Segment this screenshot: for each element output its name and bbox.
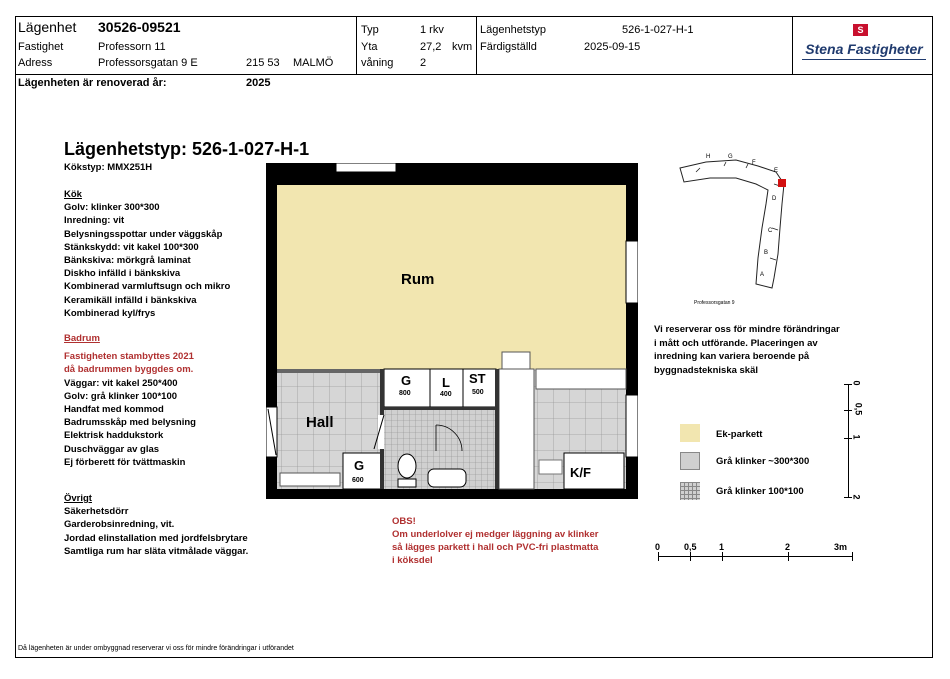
obs-line: i köksdel bbox=[392, 555, 433, 566]
kok-item: Stänkskydd: vit kakel 100*300 bbox=[64, 241, 199, 253]
lagenhetstyp-label: Lägenhetstyp bbox=[480, 24, 547, 36]
yta-value: 27,2 bbox=[420, 41, 442, 53]
badrum-section bbox=[64, 332, 196, 469]
yta-unit: kvm bbox=[452, 41, 473, 53]
ovrigt-item: Säkerhetsdörr bbox=[64, 506, 129, 518]
lagenhet-label: Lägenhet bbox=[18, 19, 77, 35]
ovrigt-section bbox=[64, 492, 248, 558]
legend-swatch-klinker-100 bbox=[680, 482, 700, 500]
kok-item: Kombinerad kyl/frys bbox=[64, 307, 156, 319]
stena-logo bbox=[800, 24, 928, 68]
storage-g-label: G bbox=[401, 373, 412, 388]
postnr: 215 53 bbox=[246, 57, 280, 69]
legend bbox=[680, 424, 840, 514]
storage-st-size: 500 bbox=[472, 389, 484, 396]
ovrigt-heading: Övrigt bbox=[64, 493, 92, 504]
renoverad-value: 2025 bbox=[246, 77, 271, 89]
page-title: Lägenhetstyp: 526-1-027-H-1 bbox=[64, 139, 310, 159]
disclaimer-line: inredning kan variera beroende på bbox=[654, 351, 810, 362]
storage-g2-label: G bbox=[354, 458, 365, 473]
logo-flag-icon: S bbox=[853, 24, 868, 36]
vaning-label: våning bbox=[361, 57, 394, 69]
legend-swatch-klinker-300 bbox=[680, 452, 700, 470]
disclaimer-line: byggnadstekniska skäl bbox=[654, 364, 759, 376]
storage-st-label: ST bbox=[469, 371, 486, 386]
legend-label: Grå klinker ~300*300 bbox=[716, 456, 810, 467]
site-map bbox=[676, 148, 816, 318]
adress-label: Adress bbox=[18, 57, 53, 69]
kok-item: Kombinerad varmluftsugn och mikro bbox=[64, 281, 231, 293]
site-map-caption: Professorsgatan 9 bbox=[694, 300, 735, 306]
vertical-scale-tick bbox=[844, 410, 852, 411]
vertical-scale-label: 2 bbox=[851, 494, 862, 500]
badrum-item: Handfat med kommod bbox=[64, 404, 164, 416]
badrum-heading: Badrum bbox=[64, 333, 100, 344]
site-map-letter: B bbox=[764, 250, 769, 256]
badrum-item: Väggar: vit kakel 250*400 bbox=[64, 377, 178, 389]
badrum-note: Fastigheten stambyttes 2021 bbox=[64, 351, 194, 363]
kok-item: Golv: klinker 300*300 bbox=[64, 202, 160, 214]
site-map-letter: D bbox=[772, 196, 777, 202]
fastighet-label: Fastighet bbox=[18, 41, 64, 53]
horizontal-scale-label: 0 bbox=[655, 542, 661, 552]
site-map-letter: A bbox=[760, 272, 765, 278]
fastighet-value: Professorn 11 bbox=[98, 41, 166, 53]
obs-title: OBS! bbox=[392, 516, 416, 527]
horizontal-scale-label: 3m bbox=[834, 542, 848, 552]
disclaimer bbox=[654, 323, 840, 377]
disclaimer-line: i mått och utförande. Placeringen av bbox=[654, 337, 818, 349]
ovrigt-item: Garderobsinredning, vit. bbox=[64, 519, 175, 531]
legend-label: Ek-parkett bbox=[716, 429, 763, 440]
site-map-letter: F bbox=[752, 160, 756, 166]
footer-note: Då lägenheten är under ombyggnad reserverar vi oss för mindre förändringar i utförandet bbox=[18, 645, 294, 652]
kok-item: Keramikäll infälld i bänkskiva bbox=[64, 294, 197, 306]
site-map-letter: C bbox=[768, 228, 773, 234]
site-map-letter: G bbox=[728, 154, 733, 160]
horizontal-scale-tick bbox=[690, 552, 691, 561]
header-col-divider-1 bbox=[356, 16, 357, 74]
adress-value: Professorsgatan 9 E bbox=[98, 57, 198, 69]
ovrigt-item: Jordad elinstallation med jordfelsbrytare bbox=[64, 532, 248, 544]
obs-line: så lägges parkett i hall och PVC-fri plastmatta bbox=[392, 542, 599, 553]
lagenhetstyp-value: 526-1-027-H-1 bbox=[622, 24, 694, 36]
horizontal-scale bbox=[652, 542, 858, 568]
yta-label: Yta bbox=[361, 41, 378, 53]
horizontal-scale-tick bbox=[658, 552, 659, 561]
kok-section bbox=[64, 188, 230, 320]
horizontal-scale-label: 2 bbox=[785, 542, 791, 552]
fardig-label: Färdigställd bbox=[480, 41, 537, 53]
header-divider bbox=[15, 74, 933, 75]
storage-l-size: 400 bbox=[440, 391, 452, 398]
legend-swatch-parkett bbox=[680, 424, 700, 442]
kok-item: Inredning: vit bbox=[64, 215, 125, 227]
legend-label: Grå klinker 100*100 bbox=[716, 486, 804, 497]
badrum-item: Duschväggar av glas bbox=[64, 443, 160, 455]
vertical-scale-label: 1 bbox=[851, 434, 862, 440]
vertical-scale-label: 0,5 bbox=[853, 402, 864, 416]
kokstyp: Kökstyp: MMX251H bbox=[64, 162, 153, 173]
kok-item: Bänkskiva: mörkgrå laminat bbox=[64, 255, 191, 267]
horizontal-scale-label: 0,5 bbox=[684, 542, 697, 552]
storage-g2-size: 600 bbox=[352, 477, 364, 484]
badrum-item: Elektrisk haddukstork bbox=[64, 430, 164, 442]
room-label-kf: K/F bbox=[570, 465, 591, 480]
vertical-scale-label: 0 bbox=[851, 380, 862, 386]
ovrigt-item: Samtliga rum har släta vitmålade väggar. bbox=[64, 545, 249, 557]
badrum-item: Golv: grå klinker 100*100 bbox=[64, 390, 178, 402]
site-map-letter: E bbox=[774, 168, 779, 174]
kok-item: Diskho infälld i bänkskiva bbox=[64, 268, 181, 280]
disclaimer-line: Vi reserverar oss för mindre förändringar bbox=[654, 324, 840, 335]
floor-plan-drawing bbox=[266, 163, 638, 499]
typ-value: 1 rkv bbox=[420, 24, 444, 36]
storage-l-label: L bbox=[442, 375, 450, 390]
storage-g-size: 800 bbox=[399, 390, 411, 397]
vertical-scale bbox=[840, 376, 870, 500]
badrum-note: då badrummen byggdes om. bbox=[64, 364, 194, 376]
room-label-rum: Rum bbox=[401, 271, 435, 288]
ort: MALMÖ bbox=[293, 57, 334, 69]
floor-plan bbox=[266, 163, 638, 499]
obs-note bbox=[392, 515, 598, 567]
fardig-value: 2025-09-15 bbox=[584, 41, 641, 53]
vertical-scale-line bbox=[848, 384, 849, 498]
horizontal-scale-tick bbox=[722, 552, 723, 561]
site-map-letter: H bbox=[706, 154, 711, 160]
vaning-value: 2 bbox=[420, 57, 427, 69]
horizontal-scale-tick bbox=[852, 552, 853, 561]
logo-underline bbox=[802, 59, 926, 60]
site-map-drawing bbox=[676, 148, 816, 318]
badrum-item: Ej förberett för tvättmaskin bbox=[64, 456, 186, 468]
header-col-divider-3 bbox=[792, 16, 793, 74]
logo-wordmark: Stena Fastigheter bbox=[805, 41, 923, 57]
renoverad-label: Lägenheten är renoverad år: bbox=[18, 77, 167, 89]
obs-line: Om underlolver ej medger läggning av klinker bbox=[392, 529, 599, 540]
room-label-hall: Hall bbox=[306, 414, 334, 431]
badrum-item: Badrumsskåp med belysning bbox=[64, 417, 196, 429]
horizontal-scale-label: 1 bbox=[719, 542, 725, 552]
horizontal-scale-tick bbox=[788, 552, 789, 561]
kok-heading: Kök bbox=[64, 189, 82, 200]
horizontal-scale-line bbox=[658, 556, 853, 557]
header-col-divider-2 bbox=[476, 16, 477, 74]
lagenhet-value: 30526-09521 bbox=[98, 19, 181, 35]
typ-label: Typ bbox=[361, 24, 379, 36]
kok-item: Belysningsspottar under väggskåp bbox=[64, 228, 223, 240]
